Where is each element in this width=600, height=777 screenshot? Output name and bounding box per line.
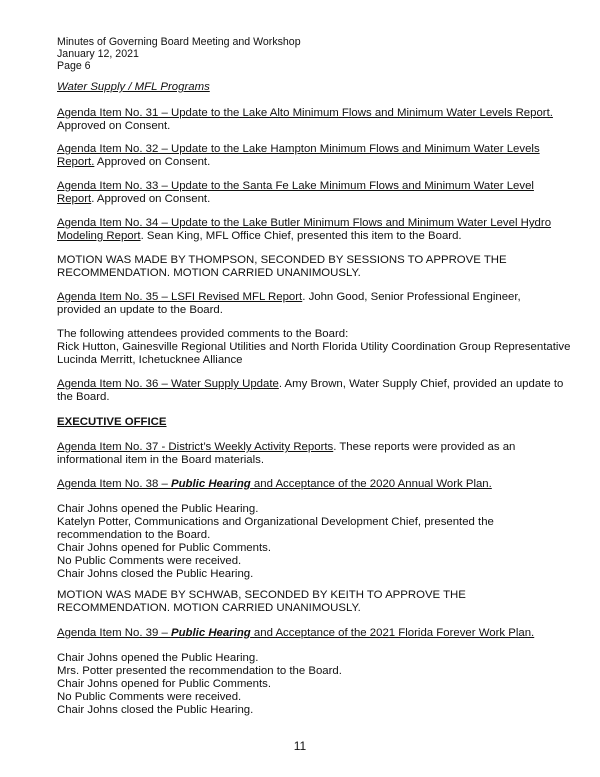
agenda-item-34	[57, 217, 557, 243]
agenda-item-31-title: Agenda Item No. 31 – Update to the Lake Alto Minimum Flows and Minimum Water Levels Report.	[57, 107, 553, 119]
attendee-2: Lucinda Merritt, Ichetucknee Alliance	[57, 354, 243, 366]
agenda-item-34-title-cont: Modeling Report	[57, 230, 141, 242]
body-line: Chair Johns opened for Public Comments.	[57, 542, 271, 554]
agenda-item-36-text: . Amy Brown, Water Supply Chief, provided an update to	[278, 378, 564, 390]
body-line: No Public Comments were received.	[57, 555, 242, 567]
agenda-item-37-text-cont: informational item in the Board materials.	[57, 454, 265, 466]
public-hearing-label: Public Hearing	[170, 478, 251, 490]
page-number: 11	[293, 739, 307, 753]
agenda-item-36	[57, 378, 564, 404]
header-page: Page 6	[57, 60, 91, 72]
agenda-item-37	[57, 441, 557, 467]
agenda-item-34-text: . Sean King, MFL Office Chief, presented this item to the Board.	[140, 230, 462, 242]
public-hearing-label: Public Hearing	[170, 627, 251, 639]
agenda-item-32-title-cont: Report.	[57, 156, 95, 168]
agenda-item-34-title: Agenda Item No. 34 – Update to the Lake Butler Minimum Flows and Minimum Water Level Hydro	[57, 217, 552, 229]
agenda-item-31	[57, 107, 557, 133]
attendees-block	[57, 328, 571, 367]
agenda-item-33	[57, 180, 557, 206]
agenda-item-37-text: . These reports were provided as an	[333, 441, 516, 453]
page-header	[57, 36, 301, 72]
agenda-item-31-text: Approved on Consent.	[57, 120, 171, 132]
body-line: recommendation to the Board.	[57, 529, 211, 541]
agenda-item-33-title-cont: Report	[57, 193, 92, 205]
agenda-item-37-title: Agenda Item No. 37 - District’s Weekly Activity Reports	[57, 441, 334, 453]
agenda-item-33-text: . Approved on Consent.	[91, 193, 211, 205]
body-line: Chair Johns closed the Public Hearing.	[57, 704, 254, 716]
body-line: Chair Johns opened the Public Hearing.	[57, 503, 259, 515]
agenda-item-35	[57, 291, 557, 317]
header-title: Minutes of Governing Board Meeting and Workshop	[57, 36, 301, 48]
body-line: Chair Johns closed the Public Hearing.	[57, 568, 254, 580]
motion-line-2: RECOMMENDATION. MOTION CARRIED UNANIMOUSLY.	[57, 602, 361, 614]
agenda-item-35-title: Agenda Item No. 35 – LSFI Revised MFL Report	[57, 291, 303, 303]
body-line: Katelyn Potter, Communications and Organizational Development Chief, presented the	[57, 516, 494, 528]
motion-thompson	[57, 254, 557, 280]
body-line: Chair Johns opened for Public Comments.	[57, 678, 271, 690]
agenda-item-38-body	[57, 503, 557, 581]
agenda-item-38-prefix: Agenda Item No. 38 –	[57, 478, 171, 490]
agenda-item-39-body	[57, 652, 557, 717]
attendees-intro: The following attendees provided comments to the Board:	[57, 328, 349, 340]
body-line: Chair Johns opened the Public Hearing.	[57, 652, 259, 664]
body-line: Mrs. Potter presented the recommendation to the Board.	[57, 665, 342, 677]
agenda-item-32-text: Approved on Consent.	[94, 156, 211, 168]
agenda-item-39-suffix: and Acceptance of the 2021 Florida Forever Work Plan.	[250, 627, 535, 639]
agenda-item-36-text-cont: the Board.	[57, 391, 110, 403]
motion-line-2: RECOMMENDATION. MOTION CARRIED UNANIMOUSLY.	[57, 267, 361, 279]
agenda-item-32-title: Agenda Item No. 32 – Update to the Lake Hampton Minimum Flows and Minimum Water Levels	[57, 143, 540, 155]
section-heading-water-supply: Water Supply / MFL Programs	[57, 81, 210, 93]
motion-line-1: MOTION WAS MADE BY THOMPSON, SECONDED BY SESSIONS TO APPROVE THE	[57, 254, 507, 266]
agenda-item-38-title	[57, 478, 557, 491]
agenda-item-39-title	[57, 627, 557, 640]
agenda-item-33-title: Agenda Item No. 33 – Update to the Santa Fe Lake Minimum Flows and Minimum Water Level	[57, 180, 534, 192]
motion-line-1: MOTION WAS MADE BY SCHWAB, SECONDED BY KEITH TO APPROVE THE	[57, 589, 466, 601]
agenda-item-36-title: Agenda Item No. 36 – Water Supply Update	[57, 378, 279, 390]
agenda-item-35-text: . John Good, Senior Professional Engineer,	[302, 291, 521, 303]
motion-schwab	[57, 589, 557, 615]
body-line: No Public Comments were received.	[57, 691, 242, 703]
agenda-item-39-prefix: Agenda Item No. 39 –	[57, 627, 171, 639]
agenda-item-38-suffix: and Acceptance of the 2020 Annual Work Plan.	[250, 478, 492, 490]
section-heading-executive: EXECUTIVE OFFICE	[57, 416, 167, 428]
attendee-1: Rick Hutton, Gainesville Regional Utilities and North Florida Utility Coordination Group Representative	[57, 341, 571, 353]
agenda-item-32	[57, 143, 557, 169]
agenda-item-35-text-cont: provided an update to the Board.	[57, 304, 223, 316]
header-date: January 12, 2021	[57, 48, 139, 60]
